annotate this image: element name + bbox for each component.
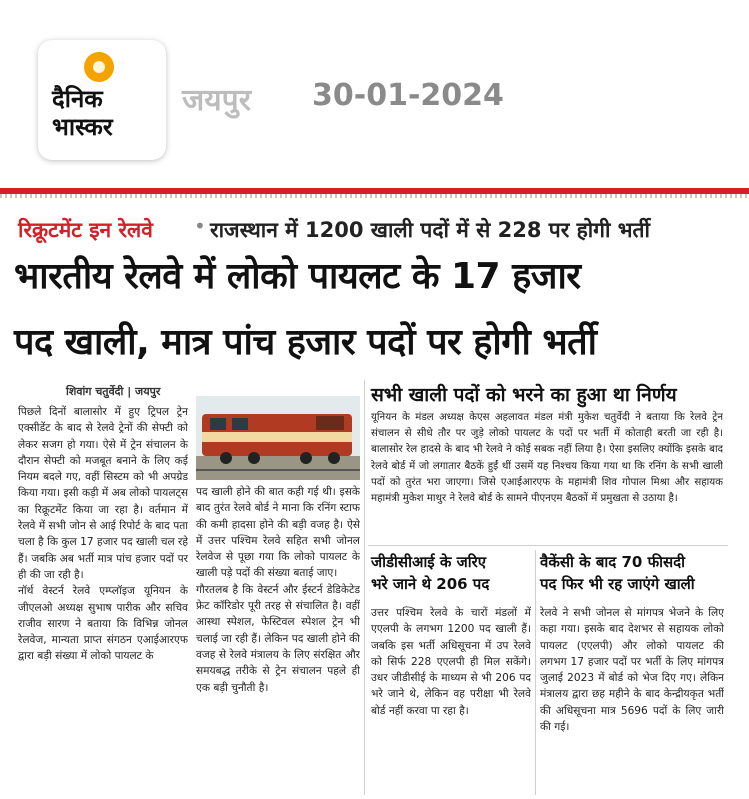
article-column-1: [18, 404, 188, 794]
logo-text-line2: भास्कर: [52, 113, 113, 141]
section-tag: रिक्रूटमेंट इन रेलवे: [18, 218, 153, 242]
section-subtitle: राजस्थान में 1200 खाली पदों में से 228 पर होगी भर्ती: [210, 218, 650, 242]
edition-date: 30-01-2024: [312, 78, 504, 113]
paragraph: पद खाली होने की बात कही गई थी। इसके बाद तुरंत रेलवे बोर्ड ने माना कि रनिंग स्टाफ की कमी हादसा होने की बड़ी वजह है। ऐसे में उत्तर पश्चिम रेलवे सहित सभी जोनल रेलवेज से पूछा गया कि लोको पायलट के खाली पड़े पदों की संख्या बताई जाए।: [196, 486, 360, 580]
paragraph: गौरतलब है कि वेस्टर्न और ईस्टर्न डेडिकेटेड फ्रेट कॉरिडोर पूरी तरह से संचालित है। वहीं आस्था स्पेशल, फेस्टिवल स्पेशल ट्रेन भी चलाई जा रही हैं। लेकिन पद खाली होने की वजह से रेलवे मंत्रालय के लिए संरक्षित और समयबद्ध तरीके से ट्रेन संचालन पहले ही एक बड़ी चुनौती है।: [196, 583, 360, 694]
paragraph: नॉर्थ वेस्टर्न रेलवे एम्प्लॉइज यूनियन के जीएलओ अध्यक्ष सुभाष पारीक और सचिव राजीव सारण ने बताया कि विभिन्न जोनल रेलवेज, मान्यता प्राप्त संगठन एआईआरएफ द्वारा बड़ी संख्या में लोको पायलट के: [18, 585, 188, 663]
bullet-separator: •: [194, 214, 206, 238]
logo-text-line1: दैनिक: [52, 85, 103, 113]
subhead-vacancy-line1: वैकेंसी के बाद 70 फीसदी: [540, 553, 686, 571]
article-column-5: [540, 605, 724, 795]
sun-logo-icon: [84, 52, 114, 82]
paragraph: उत्तर पश्चिम रेलवे के चारों मंडलों में एएलपी के लगभग 1200 पद खाली हैं। जबकि इस भर्ती अधिसूचना में उप रेलवे को सिर्फ 228 एएलपी ही मिल सकेंगे। उधर जीडीसीई के माध्यम से भी 206 पद भरे जाने थे, लेकिन वह परीक्षा भी रेलवे बोर्ड नहीं करवा पा रहा है।: [371, 607, 531, 717]
train-photo: [196, 396, 360, 480]
edition-city: जयपुर: [182, 83, 251, 118]
article-column-4: [371, 605, 531, 795]
brand-logo: [38, 40, 166, 160]
column-divider: [535, 550, 536, 795]
byline: शिवांग चतुर्वेदी | जयपुर: [66, 385, 161, 398]
dotted-divider: [0, 194, 749, 198]
article-column-2: [196, 484, 360, 794]
paragraph: पिछले दिनों बालासोर में हुए ट्रिपल ट्रेन एक्सीडेंट के बाद से रेलवे ट्रेनों की सेफ्टी को लेकर सजग हो गया। ऐसे में ट्रेन संचालन के दौरान सेफ्टी को मजबूत बनाने के लिए कई नियम बदले गए, वहीं सिस्टम को भी अपग्रेड किया गया। इसी कड़ी में अब लोको पायलट्स का रिक्रूटमेंट किया जा रहा है। वर्तमान में रेलवे में सभी जोन से आई रिपोर्ट के बाद पता चला है कि कुल 17 हजार पद खाली चल रहे हैं। जबकि अब भर्ती मात्र पांच हजार पदों पर ही की जा रही है।: [18, 406, 188, 581]
train-illustration: [196, 396, 360, 480]
paragraph: रेलवे ने सभी जोनल से मांगपत्र भेजने के लिए कहा गया। इसके बाद देशभर से सहायक लोको पायलट (एएलपी) और लोको पायलट की लगभग 17 हजार पदों पर भर्ती के लिए मांगपत्र जुलाई 2023 में बोर्ड को भेज दिए गए। लेकिन मंत्रालय द्वारा छह महीने के बाद केन्द्रीयकृत भर्ती की अधिसूचना मात्र 5696 पदों के लिए जारी की गई।: [540, 607, 724, 734]
subhead-gdce-line1: जीडीसीआई के जरिए: [371, 553, 487, 571]
subhead-decision: सभी खाली पदों को भरने का हुआ था निर्णय: [371, 384, 677, 406]
section-divider: [368, 545, 728, 546]
headline-line2: पद खाली, मात्र पांच हजार पदों पर होगी भर्ती: [14, 322, 597, 363]
subhead-gdce-line2: भरे जाने थे 206 पद: [371, 575, 490, 593]
headline-line1: भारतीय रेलवे में लोको पायलट के 17 हजार: [14, 256, 581, 297]
paragraph: यूनियन के मंडल अध्यक्ष केएस अहलावत मंडल मंत्री मुकेश चतुर्वेदी ने बताया कि रेलवे ट्रेन संचालन से सीधे तौर पर जुड़े लोको पायलट के पदों पर भर्ती में कोताही बरती जा रही है। बालासोर रेल हादसे के बाद भी रेलवे ने कोई सबक नहीं लिया है। ऐसा इसलिए क्योंकि इसके बाद रेलवे बोर्ड में जो लगातार बैठकें हुईं थीं उसमें यह निश्चय किया गया था कि रनिंग के सभी खाली पदों को तुरंत भरा जाएगा। जिसे एआईआरएफ के महामंत्री शिव गोपाल मिश्रा और सहायक महामंत्री मुकेश माथुर ने रेलवे बोर्ड के सामने पीएनएम बैठकों में प्रमुखता से उठाया है।: [371, 412, 723, 505]
column-divider: [364, 380, 365, 795]
article-column-3: [371, 410, 723, 540]
subhead-vacancy-line2: पद फिर भी रह जाएंगे खाली: [540, 575, 695, 593]
